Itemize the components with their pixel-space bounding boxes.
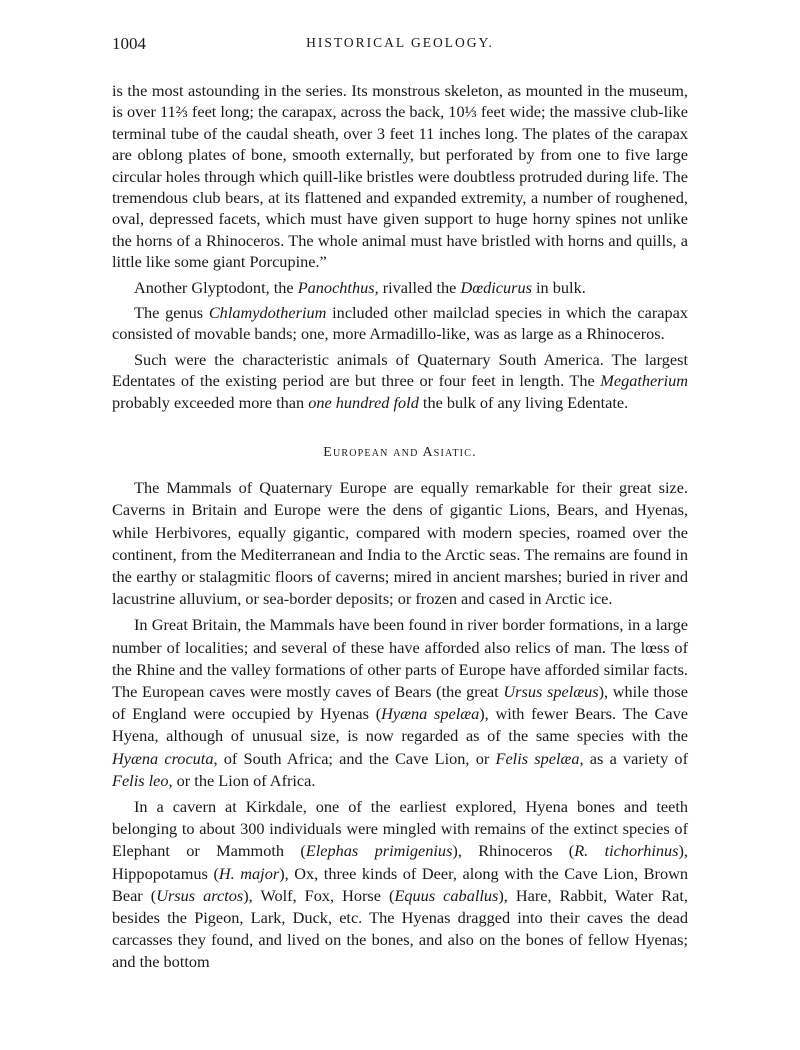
paragraph bbox=[112, 302, 688, 345]
text-run: ), Rhinoceros ( bbox=[452, 841, 575, 861]
italic-run: Megatherium bbox=[600, 371, 688, 391]
running-head bbox=[112, 34, 688, 58]
running-title: HISTORICAL GEOLOGY. bbox=[306, 35, 494, 50]
text-run: is the most astounding in the series. Its monstrous skeleton, as mounted in the museum, is over 11⅔ feet long; the carapax, across the back, 10⅓ feet wide; the massive club-like terminal tube of the caudal sheath, over 3 feet 11 inches long. The plates of the carapax are oblong plates of bone, smooth externally, but perforated by from one to five large circular holes through which quill-like bristles were doubtless protruded during life. The tremendous club bears, at its flattened and expanded extremity, a number of roughened, oval, depressed facets, which must have given support to huge horny spines not unlike the horns of a Rhinoceros. The whole animal must have bristled with horns and quills, a little like some giant Porcupine.” bbox=[112, 81, 688, 272]
paragraph bbox=[112, 614, 688, 792]
text-run: ), Hare, Rabbit, Water Rat, besides the Pigeon, Lark, Duck, etc. The Hyenas dragged into their caves the dead carcasses they found, and lived on the bones, and also on the bones of fellow Hyenas; and the bottom bbox=[112, 885, 688, 972]
text-run: In a cavern at Kirkdale, one of the earliest explored, Hyena bones and teeth belonging to about 300 individuals were mingled with remains of the extinct species of Elephant or Mammoth ( bbox=[112, 796, 688, 861]
text-run: The Mammals of Quaternary Europe are equally remarkable for their great size. Caverns in Britain and Europe were the dens of gigantic Lions, Bears, and Hyenas, while Herbivores, equally gigantic, compared with modern species, roamed over the continent, from the Mediterranean and India to the Arctic seas. The remains are found in the earthy or stalagmitic floors of caverns; mired in ancient marshes; buried in river and lacustrine alluvium, or sea-border deposits; or frozen and cased in Arctic ice. bbox=[112, 478, 688, 609]
text-run: The genus bbox=[134, 303, 209, 323]
text-run: Such were the characteristic animals of Quaternary South America. The largest Edentates of the existing period are but three or four feet in length. The bbox=[112, 349, 688, 391]
paragraph bbox=[112, 796, 688, 974]
section-heading: European and Asiatic. bbox=[323, 445, 477, 461]
paragraph bbox=[112, 349, 688, 413]
italic-run: Felis leo, bbox=[112, 770, 173, 790]
paragraph bbox=[112, 277, 688, 298]
page-number: 1004 bbox=[112, 34, 146, 53]
text-run: ), Wolf, Fox, Horse ( bbox=[243, 885, 395, 905]
italic-run: H. major bbox=[218, 863, 280, 883]
text-run: or the Lion of Africa. bbox=[172, 770, 316, 790]
body-text bbox=[112, 80, 688, 974]
text-run: the bulk of any living Edentate. bbox=[418, 392, 629, 412]
italic-run: Hyæna crocuta, bbox=[112, 748, 218, 768]
italic-run: Elephas primigenius bbox=[305, 841, 453, 861]
paragraph bbox=[112, 477, 688, 610]
text-run: ), while those of England were occupied by Hyenas ( bbox=[112, 681, 688, 724]
text-run: ), Ox, three kinds of Deer, along with the Cave Lion, Brown Bear ( bbox=[112, 863, 688, 905]
text-run: ), with fewer Bears. The Cave Hyena, although of unusual size, is now regarded as of the same species with the bbox=[112, 704, 688, 746]
text-run: of South Africa; and the Cave Lion, or bbox=[217, 748, 496, 768]
italic-run: Ursus arctos bbox=[156, 885, 244, 905]
text-run: probably exceeded more than bbox=[112, 392, 309, 412]
text-run: Another Glyptodont, the bbox=[134, 277, 298, 297]
text-run: included other mailclad species in which the carapax consisted of movable bands; one, more Armadillo-like, was as large as a Rhinoceros. bbox=[112, 303, 688, 344]
text-run: rivalled the bbox=[378, 277, 461, 297]
italic-run: Dœdicurus bbox=[460, 277, 532, 297]
italic-run: Hyæna spelæa bbox=[381, 704, 480, 724]
italic-run: Chlamydotherium bbox=[208, 303, 327, 323]
italic-run: one hundred fold bbox=[308, 392, 419, 412]
paragraph bbox=[112, 80, 688, 273]
text-run: In Great Britain, the Mammals have been found in river border formations, in a large number of localities; and several of these have afforded also relics of man. The lœss of the Rhine and the valley formations of other parts of Europe have afforded similar facts. The European caves were mostly caves of Bears (the great bbox=[112, 615, 688, 701]
italic-run: Equus caballus bbox=[394, 885, 499, 905]
text-run: ), Hippopotamus ( bbox=[112, 841, 688, 883]
text-run: in bulk. bbox=[531, 277, 586, 297]
italic-run: Ursus spelæus bbox=[503, 681, 599, 701]
italic-run: Felis spelæa, bbox=[495, 748, 584, 768]
section-body bbox=[112, 477, 688, 973]
text-run: as a variety of bbox=[583, 748, 688, 768]
italic-run: Panochthus, bbox=[297, 277, 379, 297]
italic-run: R. tichorhinus bbox=[574, 841, 679, 861]
